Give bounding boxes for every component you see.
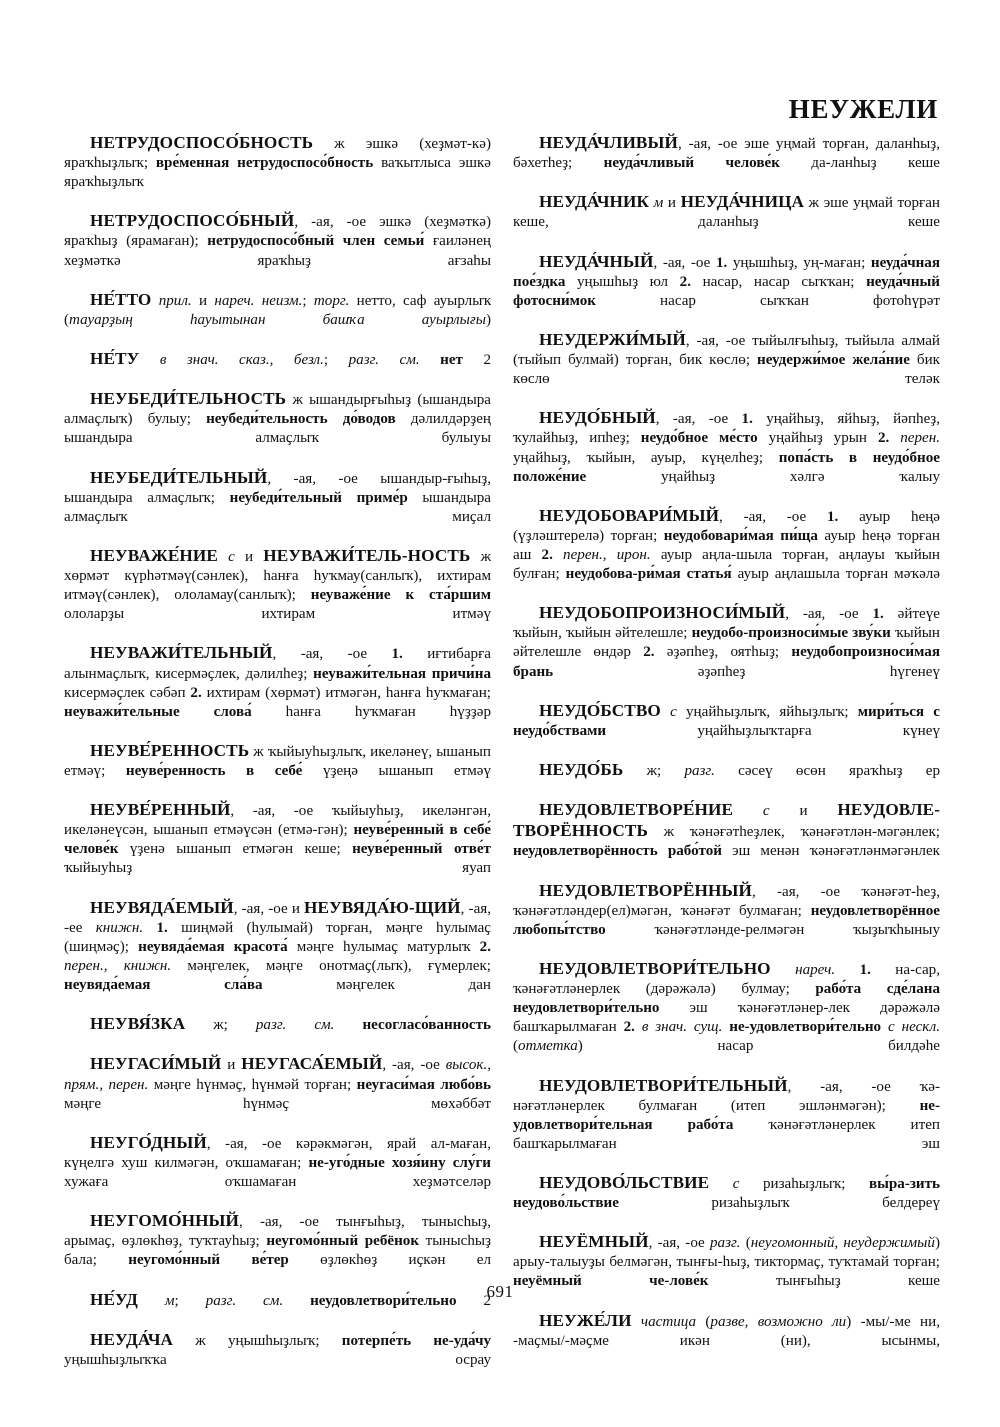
dictionary-entry: НЕУДА́ЧЛИВЫЙ, -ая, -ое эше уңмай торған, даланһыҙ, бәхетһеҙ; неуда́чливый челове́к да-ланһыҙ кеше	[513, 133, 940, 172]
dictionary-entry: НЕТРУДОСПОСО́БНЫЙ, -ая, -ое эшкә (хеҙмәткә) яраҡһыҙ (ярамаған); нетрудоспосо́бный член семьи́ ғаиләнең хеҙмәткә яраҡһыҙ ағзаһы	[64, 211, 491, 269]
dictionary-entry: НЕУВЕ́РЕННЫЙ, -ая, -ое ҡыйыуһыҙ, икеләнгән, икеләнеүсән, ышанып етмәүсән (етмә-гән); неуве́ренный в себе́ челове́к үҙенә ышанып етмәгән кеше; неуве́ренный отве́т ҡыйыуһыҙ яуап	[64, 800, 491, 877]
left-column	[64, 133, 491, 1389]
dictionary-entry: НЕУВЕ́РЕННОСТЬ ж ҡыйыуһыҙлыҡ, икеләнеү, ышанып етмәү; неуве́ренность в себе́ үҙеңә ышанып етмәү	[64, 740, 491, 779]
dictionary-entry: НЕУДОВЛЕТВОРИ́ТЕЛЬНЫЙ, -ая, -ое ҡә-нәғәтләнерлек булмаған (итеп эшләнмәгән); не-удовлетвори́тельная рабо́та ҡәнәғәтләнерлек итеп башҡарылмаған эш	[513, 1075, 940, 1152]
dictionary-entry: НЕУДОВЛЕТВОРЁННЫЙ, -ая, -ое ҡәнәғәт-һеҙ, ҡәнәғәтләндер(ел)мәгән, ҡәнәғәт булмаған; неудовлетворённое любопы́тство ҡәнәғәтләнде-релмәгән ҡыҙыҡһыныу	[513, 880, 940, 938]
dictionary-entry: НЕУБЕДИ́ТЕЛЬНОСТЬ ж ышандырғыһыҙ (ышандыра алмаҫлыҡ) булыу; неубеди́тельность до́водов дәлилдәрҙең ышандыра алмаҫлыҡ булыуы	[64, 389, 492, 447]
dictionary-entry: НЕУГО́ДНЫЙ, -ая, -ое кәрәкмәгән, ярай ал-маған, күңелгә хуш килмәгән, оҡшамаған; не-уго́дные хозя́ину слу́ги хужаға оҡшамаған хеҙмәтселәр	[64, 1132, 491, 1190]
dictionary-entry: НЕ́УД м; разг. см. неудовлетвори́тельно 2	[90, 1289, 491, 1309]
dictionary-entry: НЕУДОБОПРОИЗНОСИ́МЫЙ, -ая, -ое 1. әйтеүе ҡыйын, ҡыйын әйтелешле; неудобо-произноси́мые зву́ки ҡыйын әйтелешле өндәр 2. әҙәпһеҙ, оятһыҙ; неудобопроизноси́мая брань әҙәпһеҙ һүгенеү	[513, 603, 940, 680]
dictionary-entry: НЕУЖЕ́ЛИ частица (разве, возможно ли) -мы/-ме ни, -маҫмы/-мәҫме икән (ни), ысынмы,	[513, 1310, 940, 1349]
dictionary-entry: НЕУДО́БНЫЙ, -ая, -ое 1. уңайһыҙ, яйһыҙ, йәпһеҙ, ҡулайһыҙ, ипһеҙ; неудо́бное ме́сто уңайһыҙ урын 2. перен. уңайһыҙ, ҡыйын, ауыр, күңелһеҙ; попа́сть в неудо́бное положе́ние уңайһыҙ хәлгә ҡалыу	[513, 408, 941, 485]
dictionary-entry: НЕУДОБОВАРИ́МЫЙ, -ая, -ое 1. ауыр һеңә (үҙләштерелә) торған; неудобовари́мая пи́ща ауыр һеңә торған аш 2. перен., ирон. ауыр аңла-шыла торған, аңлауы ҡыйын булған; неудобова-ри́мая статья́ ауыр аңлашыла торған мәҡәлә	[513, 505, 941, 583]
dictionary-entry: НЕУДЕРЖИ́МЫЙ, -ая, -ое тыйылғыһыҙ, тыйыла алмай (тыйып булмай) торған, бик көслө; неудержи́мое жела́ние бик көслө теләк	[513, 329, 940, 388]
dictionary-entry: НЕУВЯ́ЗКА ж; разг. см. несогласо́ванность	[90, 1014, 491, 1034]
dictionary-entry: НЕУВЯДА́ЕМЫЙ, -ая, -ое и НЕУВЯДА́Ю-ЩИЙ, -ая, -ее книжн. 1. шиңмәй (һулымай) торған, мәңге һулымаҫ (шиңмәҫ); неувяда́емая красота́ мәңге һулымаҫ матурлыҡ 2. перен., книжн. мәңгелек, мәңге онотмаҫ(лыҡ), ғүмерлек; неувяда́емая сла́ва мәңгелек дан	[64, 897, 491, 994]
dictionary-entry: НЕТРУДОСПОСО́БНОСТЬ ж эшкә (хеҙмәт-кә) яраҡһыҙлыҡ; вре́менная нетрудоспосо́бность ваҡытлыса эшкә яраҡһыҙлыҡ	[64, 133, 492, 191]
dictionary-entry: НЕУДА́ЧНИК м и НЕУДА́ЧНИЦА ж эше уңмай торған кеше, даланһыҙ кеше	[513, 192, 941, 231]
dictionary-entry: НЕУБЕДИ́ТЕЛЬНЫЙ, -ая, -ое ышандыр-ғыһыҙ, ышандыра алмаҫлыҡ; неубеди́тельный приме́р ышандыра алмаҫлыҡ миҫал	[64, 467, 492, 525]
dictionary-entry: НЕУДОВО́ЛЬСТВИЕ с ризаһыҙлыҡ; вы́ра-зить неудово́льствие ризаһыҙлыҡ белдереү	[513, 1172, 941, 1212]
dictionary-entry: НЕУВАЖЕ́НИЕ с и НЕУВАЖИ́ТЕЛЬ-НОСТЬ ж хөрмәт күрһәтмәү(сәнлек), һанға һуҡмау(санлыҡ), ихтирам итмәү(сәнлек), ололамау(санлыҡ); неуваже́ние к ста́ршим ололарҙы ихтирам итмәү	[64, 545, 491, 623]
dictionary-entry: НЕУДА́ЧА ж уңышһыҙлыҡ; потерпе́ть не-уда́чу уңышһыҙлыҡҡа осрау	[64, 1329, 492, 1368]
dictionary-entry: НЕ́ТТО прил. и нареч. неизм.; торг. нетто, саф ауырлыҡ (тауарҙың һауытынан башҡа ауырлығы)	[64, 289, 491, 328]
text-columns	[64, 133, 940, 1389]
dictionary-entry: НЕУДОВЛЕТВОРИ́ТЕЛЬНО нареч. 1. на-сар, ҡәнәғәтләнерлек (дәрәжәлә) булмау; рабо́та сде́лана неудовлетвори́тельно эш ҡәнәғәтләнер-лек дәрәжәлә башҡарылмаған 2. в знач. сущ. не-удовлетвори́тельно с нескл. (отметка) насар билдәһе	[513, 958, 941, 1055]
dictionary-entry: НЕУДА́ЧНЫЙ, -ая, -ое 1. уңышһыҙ, уң-маған; неуда́чная пое́здка уңышһыҙ юл 2. насар, насар сыҡҡан; неуда́чный фотосни́мок насар сыҡҡан фотоһүрәт	[513, 251, 940, 309]
right-column	[513, 133, 940, 1370]
dictionary-entry: НЕУГАСИ́МЫЙ и НЕУГАСА́ЕМЫЙ, -ая, -ое высок., прям., перен. мәңге һүнмәҫ, һүнмәй торған; неугаси́мая любо́вь мәңге һүнмәҫ мөхәббәт	[64, 1054, 491, 1112]
dictionary-entry: НЕУЁМНЫЙ, -ая, -ое разг. (неугомонный, неудержимый) арыу-талыуҙы белмәгән, тынғы-һыҙ, тиктормаҫ, туҡтамай торған; неуёмный че-лове́к тынғыһыҙ кеше	[513, 1232, 940, 1290]
dictionary-entry: НЕУВАЖИ́ТЕЛЬНЫЙ, -ая, -ое 1. иғтибарға алынмаҫлыҡ, кисермәҫлек, дәлилһеҙ; неуважи́тельная причи́на кисермәҫлек сәбәп 2. ихтирам (хөрмәт) итмәгән, һанға һуҡмаған; неуважи́тельные слова́ һанға һуҡмаған һүҙҙәр	[64, 643, 491, 720]
dictionary-entry: НЕУДО́БЬ ж; разг. сәсеү өсөн яраҡһыҙ ер	[539, 760, 940, 779]
dictionary-entry: НЕУДОВЛЕТВОРЕ́НИЕ с и НЕУДОВЛЕ-ТВОРЁННОСТЬ ж ҡәнәғәтһеҙлек, ҡәнәғәтлән-мәгәнлек; неудовлетворённость рабо́той эш менән ҡәнәғәтләнмәгәнлек	[513, 800, 941, 860]
page-number: 691	[486, 1282, 514, 1301]
dictionary-entry: НЕУДО́БСТВО с уңайһыҙлыҡ, яйһыҙлыҡ; мири́ться с неудо́бствами уңайһыҙлыҡтарға күнеү	[513, 700, 941, 739]
dictionary-entry: НЕ́ТУ в знач. сказ., безл.; разг. см. нет 2	[90, 349, 492, 369]
running-head: НЕУЖЕЛИ	[788, 94, 938, 124]
dictionary-entry: НЕУГОМО́ННЫЙ, -ая, -ое тынғыһыҙ, тынысһыҙ, арымаҫ, өҙлөкһөҙ, туҡтауһыҙ; неугомо́нный ребёнок тынысһыҙ бала; неугомо́нный ве́тер өҙлөкһөҙ иҫкән ел	[64, 1211, 491, 1269]
